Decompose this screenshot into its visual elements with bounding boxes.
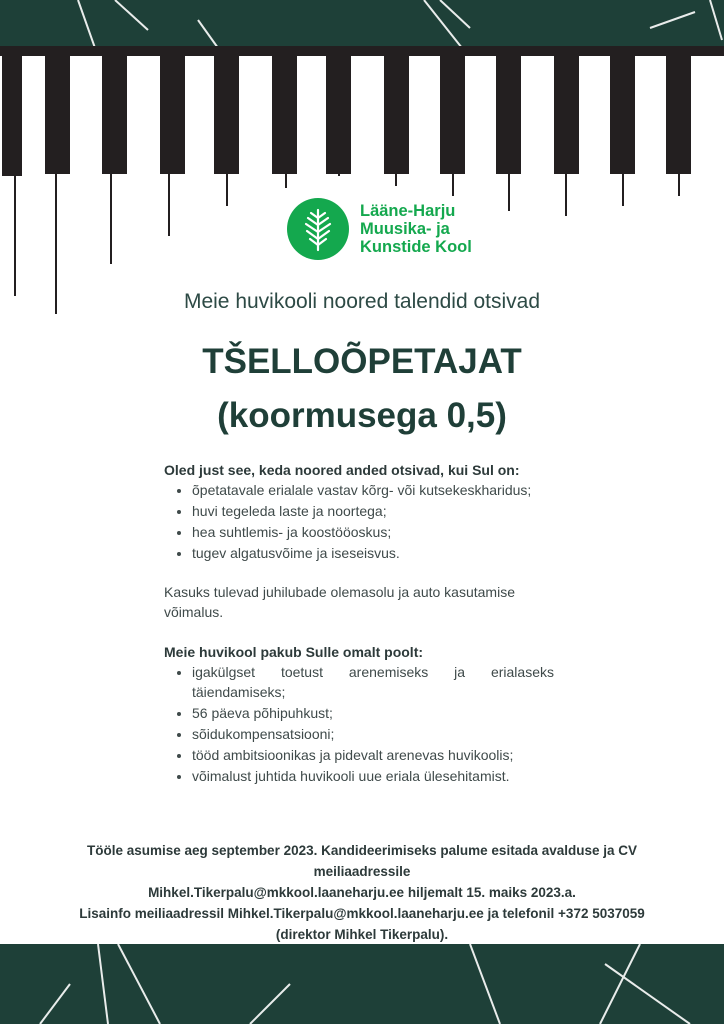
black-key: [326, 56, 351, 174]
logo-line-1: Lääne-Harju: [360, 202, 456, 220]
black-key: [102, 56, 127, 174]
bonus-text: Kasuks tulevad juhilubade olemasolu ja auto kasutamise võimalus.: [164, 584, 515, 620]
black-key: [496, 56, 521, 174]
list-item: • tugev algatusvõime ja iseseisvus.: [192, 543, 554, 563]
black-key: [666, 56, 691, 174]
list-item: • õpetatavale erialale vastav kõrg- või kutsekeskharidus;: [192, 480, 554, 500]
requirements-lead: Oled just see, keda noored anded otsivad, kui Sul on:: [164, 462, 520, 478]
list-item: • hea suhtlemis- ja koostööoskus;: [192, 522, 554, 542]
school-logo: [287, 198, 507, 262]
piano-top-bar: [0, 46, 724, 56]
requirements-list: [164, 480, 554, 563]
top-band: [0, 0, 724, 50]
leaf-icon: [287, 198, 349, 260]
bottom-band: [0, 944, 724, 1024]
list-item: • huvi tegeleda laste ja noortega;: [192, 501, 554, 521]
logo-badge: [287, 198, 349, 260]
list-item: • tööd ambitsioonikas ja pidevalt arenevas huvikoolis;: [192, 745, 554, 765]
logo-text: [360, 202, 472, 256]
black-key: [2, 56, 22, 176]
bottom-band-lines: [0, 944, 724, 1024]
application-info: [40, 840, 684, 945]
footer-line-1: Tööle asumise aeg september 2023. Kandideerimiseks palume esitada avalduse ja CV meiliaadressile: [87, 843, 637, 879]
offer-list: [164, 662, 554, 786]
job-workload: (koormusega 0,5): [217, 396, 507, 435]
job-title: TŠELLOÕPETAJAT: [202, 342, 522, 381]
list-item: • igakülgset toetust arenemiseks ja erialaseks täiendamiseks;: [192, 662, 554, 702]
logo-line-3: Kunstide Kool: [360, 238, 472, 256]
footer-line-2: Mihkel.Tikerpalu@mkkool.laaneharju.ee hiljemalt 15. maiks 2023.a.: [148, 885, 576, 900]
footer-line-3: Lisainfo meiliaadressil Mihkel.Tikerpalu@mkkool.laaneharju.ee ja telefonil +372 5037059: [79, 906, 645, 921]
black-key: [214, 56, 239, 174]
subtitle: Meie huvikooli noored talendid otsivad: [183, 290, 541, 313]
footer-line-4: (direktor Mihkel Tikerpalu).: [275, 927, 449, 942]
list-item: • võimalust juhtida huvikooli uue eriala ülesehitamist.: [192, 766, 554, 786]
list-item: • 56 päeva põhipuhkust;: [192, 703, 554, 723]
black-key: [272, 56, 297, 174]
black-key: [384, 56, 409, 174]
black-key: [610, 56, 635, 174]
logo-line-2: Muusika- ja: [360, 220, 450, 238]
black-key: [440, 56, 465, 174]
job-description: [164, 460, 554, 787]
offer-lead: Meie huvikool pakub Sulle omalt poolt:: [164, 644, 424, 660]
top-band-lines: [0, 0, 724, 50]
black-key: [45, 56, 70, 174]
piano-keys: [0, 56, 724, 316]
list-item: • sõidukompensatsiooni;: [192, 724, 554, 744]
black-key: [554, 56, 579, 174]
black-key: [160, 56, 185, 174]
